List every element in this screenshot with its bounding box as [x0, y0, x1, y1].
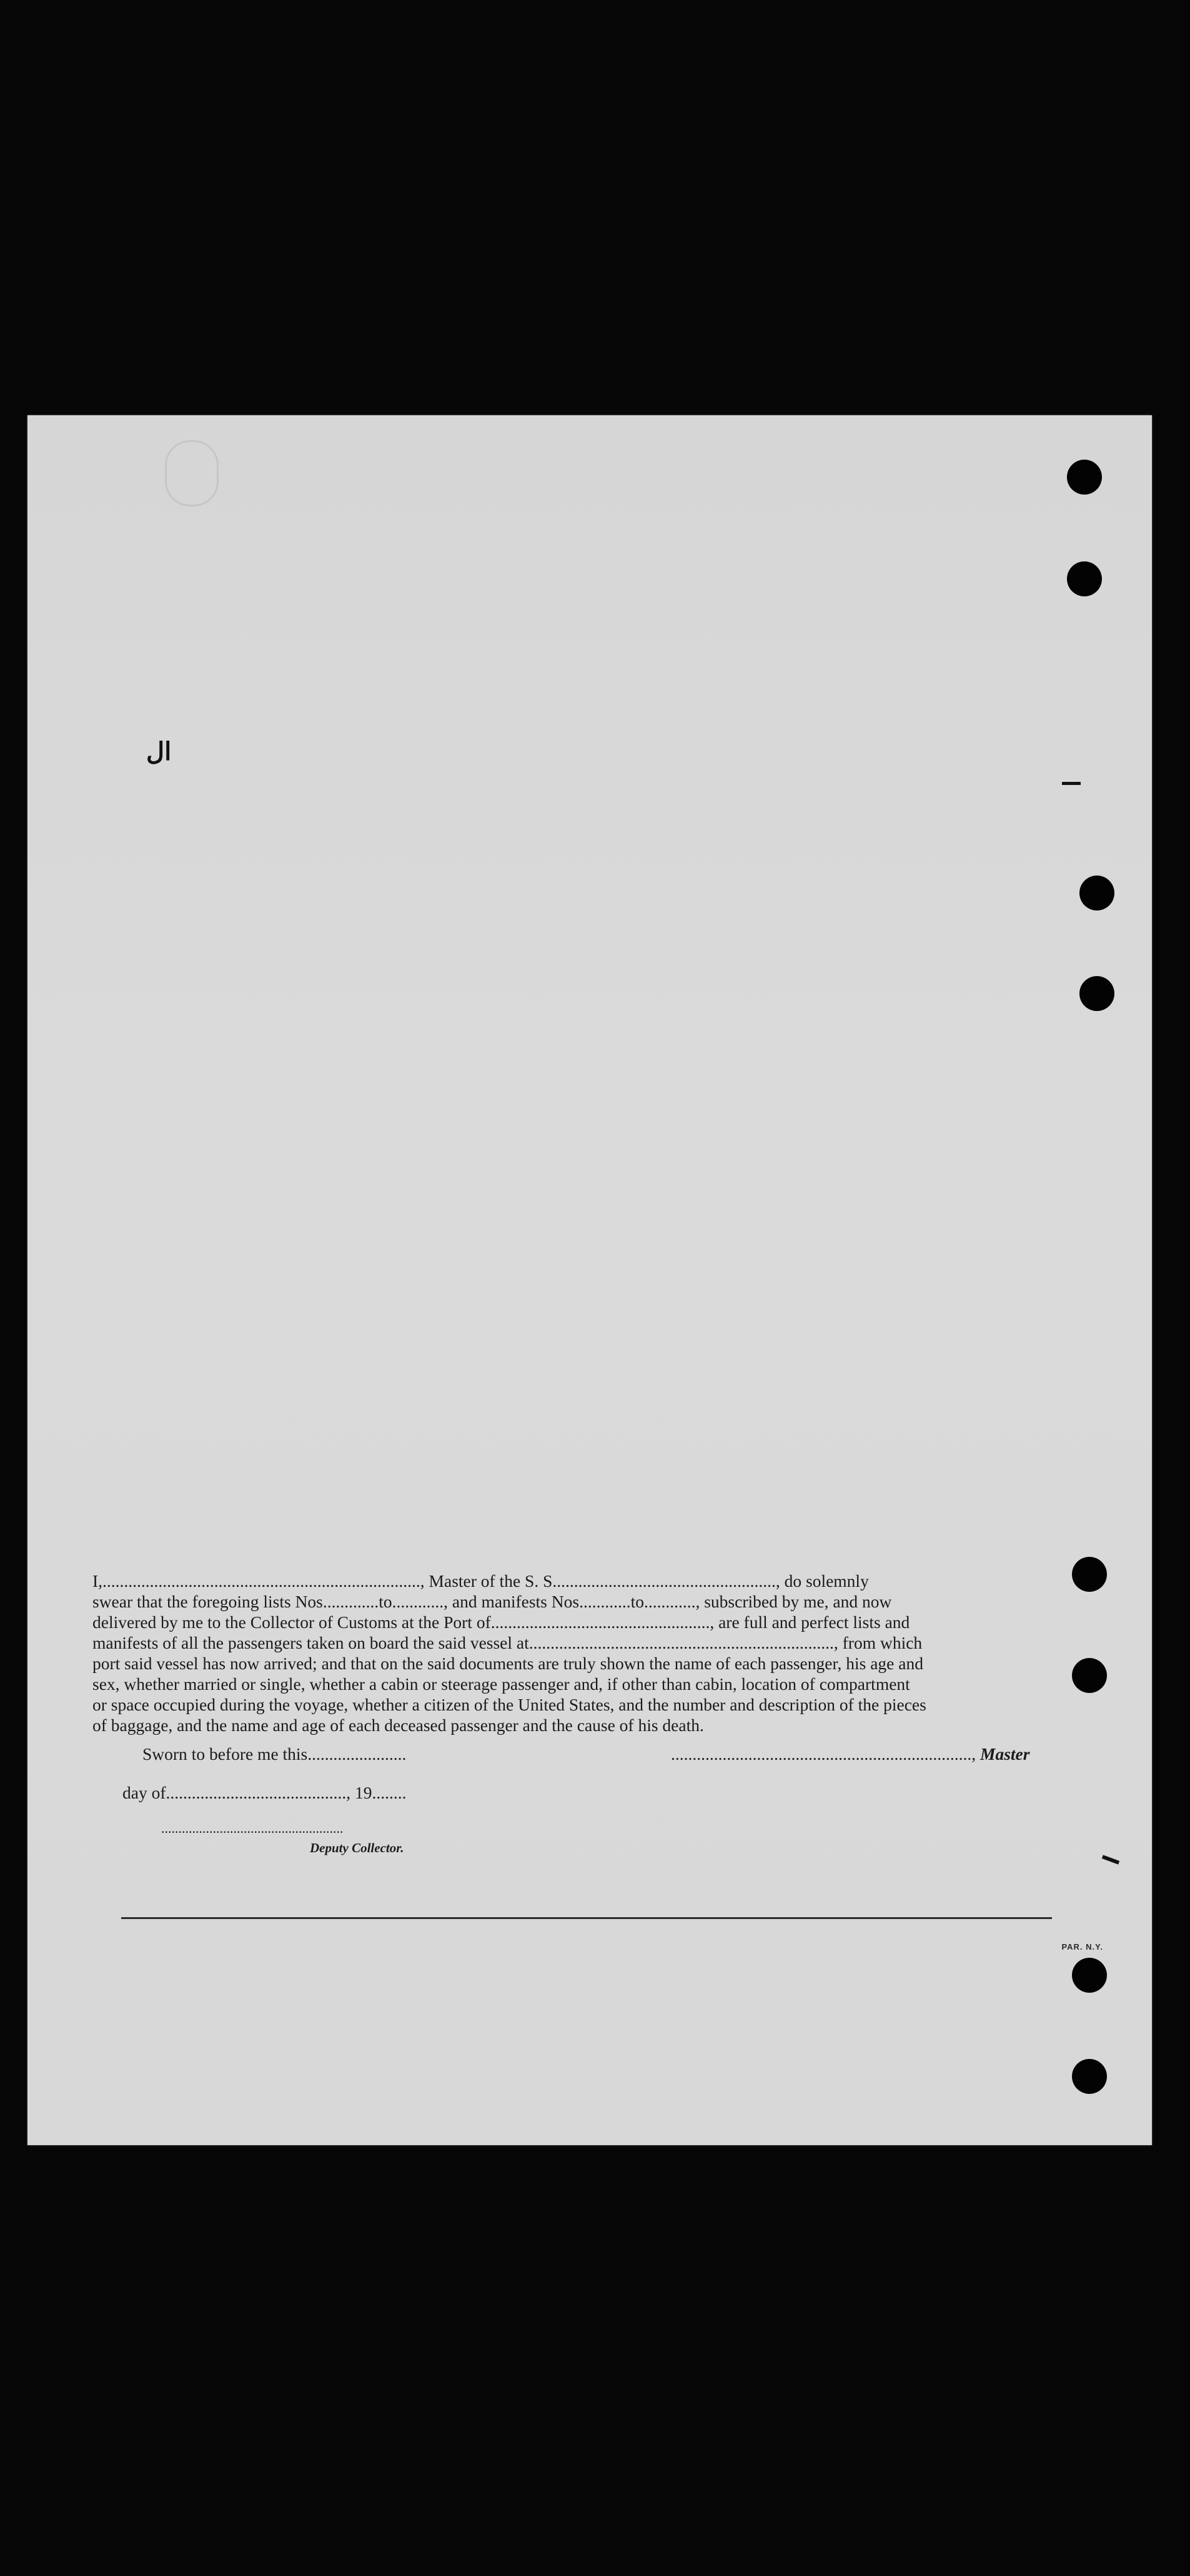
- sworn-before-line: Sworn to before me this.......................: [142, 1744, 407, 1764]
- master-oath-paragraph: [92, 1571, 1058, 1735]
- binder-hole: [1072, 1557, 1107, 1592]
- binder-hole: [1072, 1658, 1107, 1693]
- binder-hole: [1079, 876, 1114, 910]
- master-label: Master: [980, 1744, 1030, 1764]
- oath-line: delivered by me to the Collector of Customs at the Port of..................................................., are full and perfect lists and: [92, 1612, 910, 1632]
- printer-mark: PAR. N.Y.: [1061, 1942, 1103, 1952]
- oath-line: sex, whether married or single, whether a cabin or steerage passenger and, if other than cabin, location of compartment: [92, 1674, 910, 1694]
- deputy-collector-dots: .....................................................: [161, 1820, 344, 1836]
- deputy-collector-label: Deputy Collector.: [310, 1840, 404, 1855]
- master-signature-line: [671, 1744, 1029, 1764]
- binder-hole: [1067, 460, 1102, 495]
- margin-tick: [1102, 1855, 1119, 1864]
- horizontal-rule: [121, 1917, 1052, 1919]
- margin-scribble: ال: [146, 738, 172, 766]
- day-of-line: day of.........................................., 19........: [122, 1783, 407, 1802]
- binder-hole: [1072, 1958, 1107, 1993]
- oath-line: manifests of all the passengers taken on board the said vessel at......................................................................., from which: [92, 1633, 923, 1652]
- master-signature-dots: ......................................................................,: [671, 1744, 976, 1764]
- bleed-through-stamp: [165, 440, 219, 506]
- binder-hole: [1072, 2059, 1107, 2094]
- oath-line: of baggage, and the name and age of each deceased passenger and the cause of his death.: [92, 1715, 704, 1735]
- binder-hole: [1079, 976, 1114, 1011]
- margin-dash: [1062, 782, 1081, 785]
- oath-line: port said vessel has now arrived; and that on the said documents are truly shown the name of each passenger, his age and: [92, 1654, 923, 1673]
- binder-hole: [1067, 561, 1102, 596]
- manifest-back-page: [27, 415, 1152, 2145]
- oath-line: or space occupied during the voyage, whether a citizen of the United States, and the number and description of the pieces: [92, 1695, 926, 1714]
- oath-line: I,.........................................................................., Master of the S. S...................................................., do solemnly: [92, 1571, 869, 1591]
- oath-line: swear that the foregoing lists Nos.............to............, and manifests Nos............to............, subscribed by me, and now: [92, 1592, 892, 1611]
